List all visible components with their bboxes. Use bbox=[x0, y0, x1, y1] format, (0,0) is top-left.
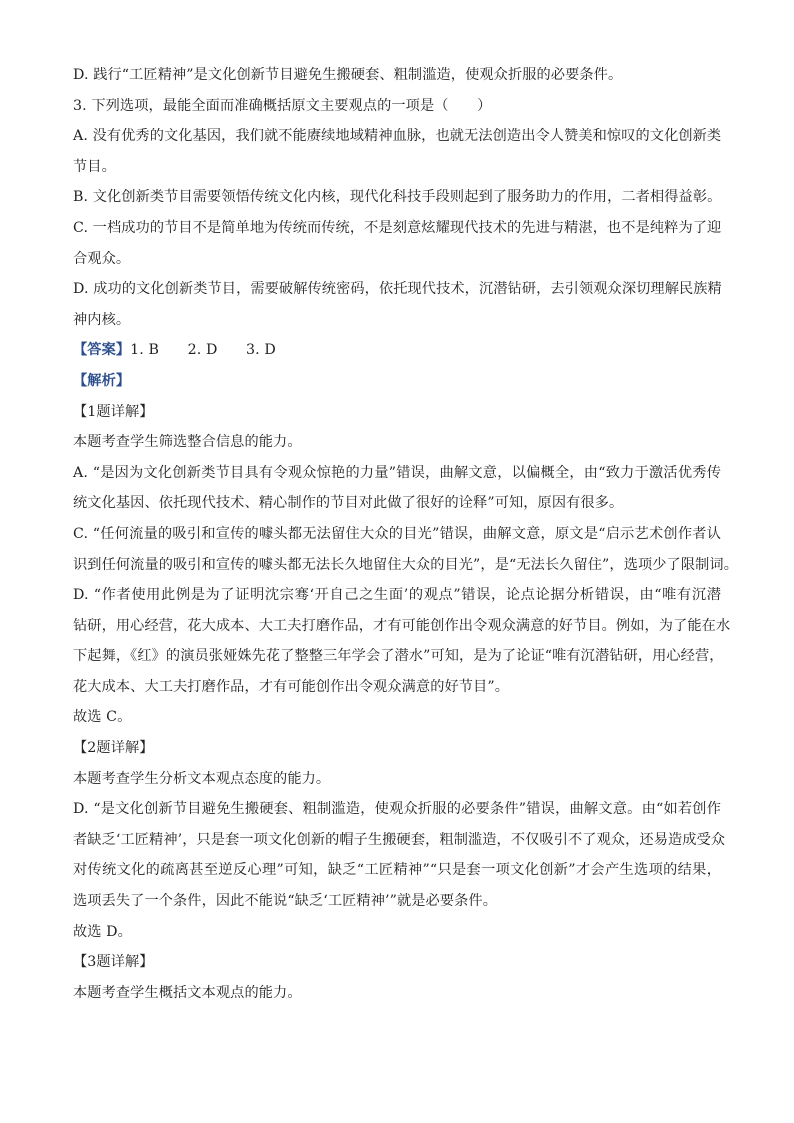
answer-tag: 【答案】 bbox=[73, 342, 131, 359]
q2-skill: 本题考查学生分析文本观点态度的能力。 bbox=[73, 770, 331, 787]
q1-option-d-line3: 下起舞，《红》的演员张娅姝先花了整整三年学会了潜水”可知，是为了论证“唯有沉潜钻研，用心经营， bbox=[73, 648, 724, 665]
analysis-tag: 【解析】 bbox=[73, 372, 131, 389]
option-b-q3: B. 文化创新类节目需要领悟传统文化内核，现代化科技手段则起到了服务助力的作用，二者相得益彰。 bbox=[73, 189, 722, 206]
q1-option-a-line1: A. “是因为文化创新类节目具有令观众惊艳的力量”错误，曲解文意，以偏概全，由“致力于激活优秀传 bbox=[73, 464, 721, 481]
option-d-q3-line2: 神内核。 bbox=[73, 311, 131, 328]
q3-skill: 本题考查学生概括文本观点的能力。 bbox=[73, 984, 302, 1001]
q1-option-d-line1: D. “作者使用此例是为了证明沈宗骞‘开自己之生面’的观点”错误，论点论据分析错误，由“唯有沉潜 bbox=[73, 587, 721, 604]
question-3-stem: 3. 下列选项，最能全面而准确概括原文主要观点的一项是（ ） bbox=[73, 97, 492, 114]
q1-conclusion: 故选 C。 bbox=[73, 709, 132, 726]
q1-option-d-line2: 钻研，用心经营，花大成本、大工夫打磨作品，才有可能创作出令观众满意的好节目。例如，为了能在水 bbox=[73, 617, 731, 634]
option-c-q3-line1: C. 一档成功的节目不是简单地为传统而传统，不是刻意炫耀现代技术的先进与精湛，也不是纯粹为了迎 bbox=[73, 219, 722, 236]
q2-option-d-line3: 对传统文化的疏离甚至逆反心理”可知，缺乏“工匠精神”“只是套一项文化创新”才会产生选项的结果， bbox=[73, 862, 721, 879]
option-c-q3-line2: 合观众。 bbox=[73, 250, 131, 267]
q2-option-d-line2: 者缺乏‘工匠精神’，只是套一项文化创新的帽子生搬硬套，粗制滥造，不仅吸引不了观众，还易造成受众 bbox=[73, 831, 726, 848]
q2-conclusion: 故选 D。 bbox=[73, 923, 132, 940]
answer-line bbox=[73, 335, 721, 366]
q3-detail-heading: 【3题详解】 bbox=[73, 954, 154, 971]
q2-detail-heading: 【2题详解】 bbox=[73, 740, 154, 757]
q1-option-d-line4: 花大成本、大工夫打磨作品，才有可能创作出令观众满意的好节目”。 bbox=[73, 678, 509, 695]
q1-detail-heading: 【1题详解】 bbox=[73, 403, 154, 420]
option-d-q3-line1: D. 成功的文化创新类节目，需要破解传统密码，依托现代技术，沉潜钻研，去引领观众深切理解民族精 bbox=[73, 281, 722, 298]
q1-option-a-line2: 统文化基因、依托现代技术、精心制作的节目对此做了很好的诠释”可知，原因有很多。 bbox=[73, 495, 624, 512]
answer-values: 1. B 2. D 3. D bbox=[130, 342, 276, 359]
option-a-q3-line2: 节目。 bbox=[73, 158, 116, 175]
q1-option-c-line1: C. “任何流量的吸引和宣传的噱头都无法留住大众的目光”错误，曲解文意，原文是“启示艺术创作者认 bbox=[73, 525, 721, 542]
option-a-q3-line1: A. 没有优秀的文化基因，我们就不能赓续地域精神血脉，也就无法创造出令人赞美和惊叹的文化创新类 bbox=[73, 128, 722, 145]
analysis-heading bbox=[73, 366, 721, 397]
document-content bbox=[73, 60, 738, 1008]
option-d-q2: D. 践行“工匠精神”是文化创新节目避免生搬硬套、粗制滥造，使观众折服的必要条件。 bbox=[73, 67, 623, 83]
q1-option-c-line2: 识到任何流量的吸引和宣传的噱头都无法长久地留住大众的目光”，是“无法长久留住”，选项少了限制词。 bbox=[73, 556, 738, 573]
q1-skill: 本题考查学生筛选整合信息的能力。 bbox=[73, 434, 302, 451]
q2-option-d-line4: 选项丢失了一个条件，因此不能说“缺乏‘工匠精神’”就是必要条件。 bbox=[73, 893, 497, 910]
q2-option-d-line1: D. “是文化创新节目避免生搬硬套、粗制滥造，使观众折服的必要条件”错误，曲解文意。由“如若创作 bbox=[73, 801, 721, 818]
